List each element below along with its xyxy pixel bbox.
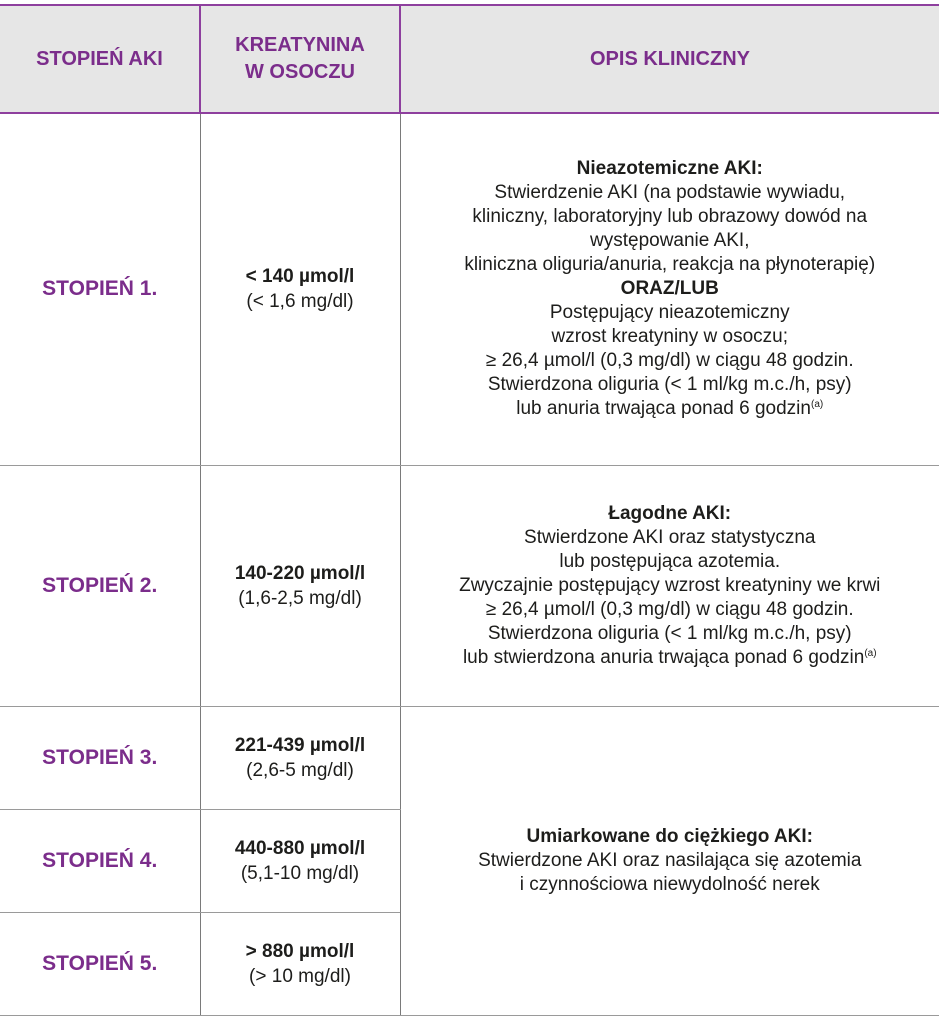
- creatinine-value-mgdl: (5,1-10 mg/dl): [240, 862, 360, 884]
- creatinine-cell: [200, 706, 400, 809]
- description-cell: [400, 113, 939, 465]
- creatinine-cell: [200, 912, 400, 1015]
- description-line: i czynnościowa niewydolność nerek: [519, 873, 820, 895]
- header-creatinine-line1: KREATYNINA: [235, 34, 365, 56]
- description-title: Umiarkowane do ciężkiego AKI:: [526, 825, 813, 847]
- creatinine-cell: [200, 809, 400, 912]
- description-line: Stwierdzenie AKI (na podstawie wywiadu,: [494, 182, 846, 204]
- description-line: Zwyczajnie postępujący wzrost kreatyniny we krwi: [459, 574, 881, 596]
- creatinine-value-mgdl: (< 1,6 mg/dl): [246, 291, 354, 313]
- creatinine-cell: [200, 465, 400, 706]
- description-line: wzrost kreatyniny w osoczu;: [551, 326, 789, 348]
- description-title: Łagodne AKI:: [608, 502, 732, 524]
- description-cell: [400, 465, 939, 706]
- table-header-row: [0, 5, 939, 113]
- description-line: lub postępująca azotemia.: [559, 550, 781, 572]
- grade-cell: STOPIEŃ 4.: [0, 809, 200, 912]
- creatinine-value: 440-880 µmol/l: [234, 837, 366, 859]
- grade-cell: STOPIEŃ 2.: [0, 465, 200, 706]
- header-clinical-description: OPIS KLINICZNY: [400, 5, 939, 113]
- description-line: występowanie AKI,: [590, 230, 750, 252]
- header-grade: STOPIEŃ AKI: [0, 5, 200, 113]
- header-creatinine: [200, 5, 400, 113]
- table-row: [0, 113, 939, 465]
- description-line: Stwierdzona oliguria (< 1 ml/kg m.c./h, psy): [487, 622, 852, 644]
- description-connector: ORAZ/LUB: [620, 278, 719, 300]
- description-last-text: lub stwierdzona anuria trwająca ponad 6 godzin: [462, 646, 865, 668]
- description-line: Stwierdzone AKI oraz nasilająca się azotemia: [478, 849, 862, 871]
- creatinine-value: > 880 µmol/l: [245, 940, 355, 962]
- description-line: ≥ 26,4 µmol/l (0,3 mg/dl) w ciągu 48 godzin.: [485, 350, 854, 372]
- creatinine-value: < 140 µmol/l: [245, 266, 355, 288]
- description-title: Nieazotemiczne AKI:: [576, 158, 763, 180]
- table-row: [0, 465, 939, 706]
- description-line: Stwierdzona oliguria (< 1 ml/kg m.c./h, psy): [487, 374, 852, 396]
- grade-cell: STOPIEŃ 1.: [0, 113, 200, 465]
- creatinine-value: 140-220 µmol/l: [234, 562, 366, 584]
- creatinine-cell: [200, 113, 400, 465]
- creatinine-value-mgdl: (1,6-2,5 mg/dl): [238, 587, 362, 609]
- creatinine-value-mgdl: (> 10 mg/dl): [249, 965, 351, 987]
- description-last-text: lub anuria trwająca ponad 6 godzin: [516, 398, 811, 420]
- description-line-last: [415, 646, 926, 670]
- description-cell-merged: [400, 706, 939, 1015]
- aki-grading-table: [0, 4, 939, 1016]
- footnote-marker: (a): [864, 647, 877, 659]
- description-line-last: [415, 397, 926, 421]
- creatinine-value-mgdl: (2,6-5 mg/dl): [246, 759, 354, 781]
- description-line: Stwierdzone AKI oraz statystyczna: [524, 526, 816, 548]
- description-line: kliniczny, laboratoryjny lub obrazowy dowód na: [472, 206, 868, 228]
- table-row: [0, 706, 939, 809]
- description-line: Postępujący nieazotemiczny: [549, 302, 790, 324]
- grade-cell: STOPIEŃ 3.: [0, 706, 200, 809]
- header-creatinine-line2: W OSOCZU: [245, 61, 355, 83]
- grade-cell: STOPIEŃ 5.: [0, 912, 200, 1015]
- creatinine-value: 221-439 µmol/l: [234, 734, 366, 756]
- description-line: ≥ 26,4 µmol/l (0,3 mg/dl) w ciągu 48 godzin.: [485, 598, 854, 620]
- footnote-marker: (a): [810, 399, 824, 411]
- description-line: kliniczna oliguria/anuria, reakcja na płynoterapię): [464, 254, 876, 276]
